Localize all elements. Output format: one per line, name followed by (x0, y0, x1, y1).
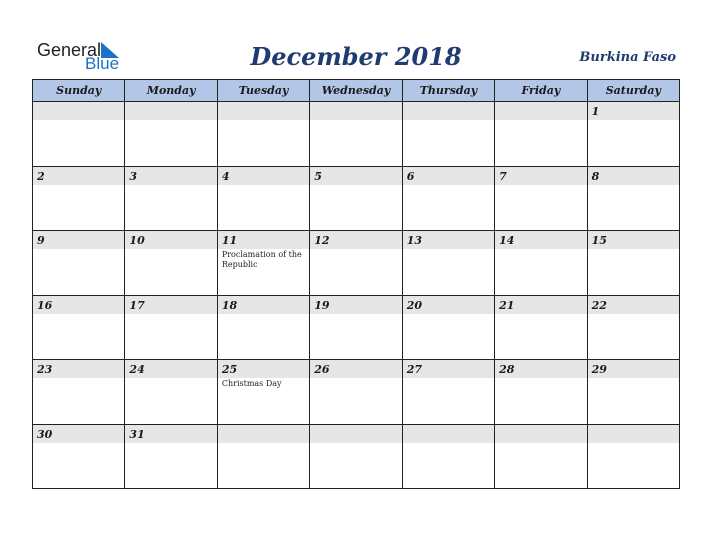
day-number: 16 (37, 298, 53, 312)
day-header-band (495, 167, 586, 185)
day-number: 19 (314, 298, 330, 312)
day-header-band (218, 102, 309, 120)
weekday-header-saturday: Saturday (588, 80, 680, 102)
day-cell-14 (495, 231, 587, 296)
day-number: 8 (591, 169, 600, 183)
day-cell-3 (125, 167, 217, 232)
day-number: 23 (37, 363, 53, 376)
empty-day-cell (495, 425, 587, 490)
day-header-band (495, 425, 586, 443)
country-name: Burkina Faso (579, 50, 676, 65)
day-number: 7 (499, 169, 507, 183)
holiday-label: Christmas Day (221, 379, 282, 388)
day-cell-23 (33, 360, 125, 425)
day-header-band (588, 425, 679, 443)
day-number: 5 (314, 169, 322, 183)
day-cell-29 (588, 360, 680, 425)
day-number: 12 (314, 234, 330, 247)
weekday-header-friday: Friday (495, 80, 587, 102)
day-number: 27 (406, 363, 423, 376)
empty-day-cell (495, 102, 587, 167)
day-cell-4 (218, 167, 310, 232)
day-number: 31 (129, 427, 145, 441)
day-cell-6 (403, 167, 495, 232)
day-number: 18 (221, 298, 238, 312)
day-cell-26 (310, 360, 402, 425)
day-header-band (310, 167, 401, 185)
empty-day-cell (218, 425, 310, 490)
day-number: 28 (499, 363, 515, 376)
day-header-band (403, 167, 494, 185)
day-cell-11 (218, 231, 310, 296)
day-header-band (588, 167, 679, 185)
empty-day-cell (33, 102, 125, 167)
day-cell-21 (495, 296, 587, 361)
day-header-band (588, 102, 679, 120)
empty-day-cell (218, 102, 310, 167)
day-number: 11 (221, 234, 238, 247)
empty-day-cell (125, 102, 217, 167)
day-header-band (33, 231, 124, 249)
day-number: 20 (406, 298, 423, 312)
day-header-band (125, 102, 216, 120)
day-number: 2 (37, 169, 45, 183)
logo-general-text: General (37, 40, 102, 60)
day-cell-25 (218, 360, 310, 425)
day-header-band (403, 425, 494, 443)
day-header-band (310, 102, 401, 120)
empty-day-cell (310, 102, 402, 167)
day-number: 30 (37, 427, 53, 441)
day-number: 10 (129, 234, 145, 247)
holiday-label: Proclamation of the Republic (221, 250, 302, 269)
day-cell-22 (588, 296, 680, 361)
day-number: 9 (37, 234, 45, 247)
day-cell-2 (33, 167, 125, 232)
day-header-band (218, 425, 309, 443)
day-number: 13 (406, 234, 423, 247)
day-number: 24 (129, 363, 145, 376)
day-cell-1 (588, 102, 680, 167)
empty-day-cell (588, 425, 680, 490)
day-cell-19 (310, 296, 402, 361)
day-cell-28 (495, 360, 587, 425)
calendar-title: December 2018 (250, 42, 462, 71)
day-number: 25 (221, 363, 238, 376)
day-cell-20 (403, 296, 495, 361)
day-number: 6 (406, 169, 415, 183)
day-cell-31 (125, 425, 217, 490)
day-header-band (33, 102, 124, 120)
weekday-header-wednesday: Wednesday (310, 80, 402, 102)
day-header-band (125, 167, 216, 185)
empty-day-cell (310, 425, 402, 490)
day-number: 3 (129, 169, 138, 183)
day-cell-17 (125, 296, 217, 361)
day-cell-7 (495, 167, 587, 232)
logo-blue-text: Blue (85, 54, 120, 73)
empty-day-cell (403, 102, 495, 167)
day-header-band (33, 167, 124, 185)
day-cell-24 (125, 360, 217, 425)
weekday-header-tuesday: Tuesday (218, 80, 310, 102)
day-header-band (495, 102, 586, 120)
day-cell-16 (33, 296, 125, 361)
weekday-header-sunday: Sunday (33, 80, 125, 102)
day-cell-8 (588, 167, 680, 232)
day-number: 29 (591, 363, 607, 376)
day-number: 22 (591, 298, 607, 312)
day-cell-12 (310, 231, 402, 296)
day-number: 21 (499, 298, 515, 312)
day-cell-5 (310, 167, 402, 232)
day-cell-18 (218, 296, 310, 361)
day-cell-27 (403, 360, 495, 425)
weekday-header-monday: Monday (125, 80, 217, 102)
weekday-header-thursday: Thursday (403, 80, 495, 102)
day-number: 15 (591, 234, 607, 247)
calendar-grid (32, 79, 680, 489)
day-number: 4 (221, 169, 230, 183)
day-header-band (403, 102, 494, 120)
day-number: 17 (129, 298, 145, 312)
day-cell-13 (403, 231, 495, 296)
day-number: 1 (591, 105, 600, 118)
day-header-band (310, 425, 401, 443)
day-number: 14 (499, 234, 515, 247)
day-cell-30 (33, 425, 125, 490)
day-header-band (218, 167, 309, 185)
day-cell-10 (125, 231, 217, 296)
day-cell-9 (33, 231, 125, 296)
day-cell-15 (588, 231, 680, 296)
empty-day-cell (403, 425, 495, 490)
day-number: 26 (314, 363, 330, 376)
